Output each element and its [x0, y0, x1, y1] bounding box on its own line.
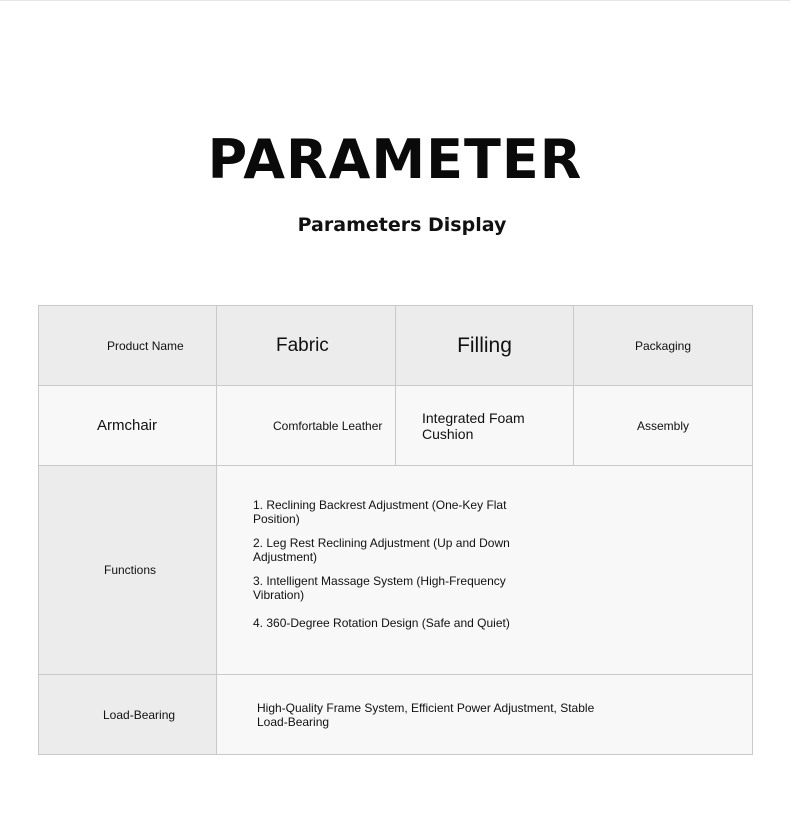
list-item: 1. Reclining Backrest Adjustment (One-Key Flat Position): [253, 498, 507, 526]
table-row: [39, 386, 753, 466]
value-cell-assembly: Assembly: [574, 386, 753, 466]
table-row: [39, 306, 753, 386]
page-subtitle: Parameters Display: [297, 214, 507, 236]
table-row: [39, 675, 753, 755]
value-cell-leather: Comfortable Leather: [217, 386, 396, 466]
value-cell-armchair: Armchair: [39, 386, 217, 466]
parameter-table: [38, 305, 753, 755]
top-divider: [0, 0, 790, 1]
header-cell-packaging: Packaging: [574, 306, 753, 386]
value-cell-filling: Integrated Foam Cushion: [422, 409, 525, 442]
list-item: 2. Leg Rest Reclining Adjustment (Up and Down Adjustment): [253, 536, 510, 564]
load-bearing-value: High-Quality Frame System, Efficient Power Adjustment, Stable Load-Bearing: [257, 700, 595, 729]
page-title: PARAMETER: [207, 128, 583, 191]
load-bearing-label: Load-Bearing: [39, 675, 217, 755]
list-item: 3. Intelligent Massage System (High-Frequency Vibration): [253, 574, 506, 602]
functions-list: [217, 466, 752, 630]
header-cell-filling: Filling: [396, 306, 574, 386]
header-cell-product-name: Product Name: [39, 306, 217, 386]
header-cell-fabric: Fabric: [217, 306, 396, 386]
table-row: [39, 466, 753, 675]
functions-label: Functions: [39, 466, 217, 675]
list-item: 4. 360-Degree Rotation Design (Safe and Quiet): [253, 616, 510, 630]
